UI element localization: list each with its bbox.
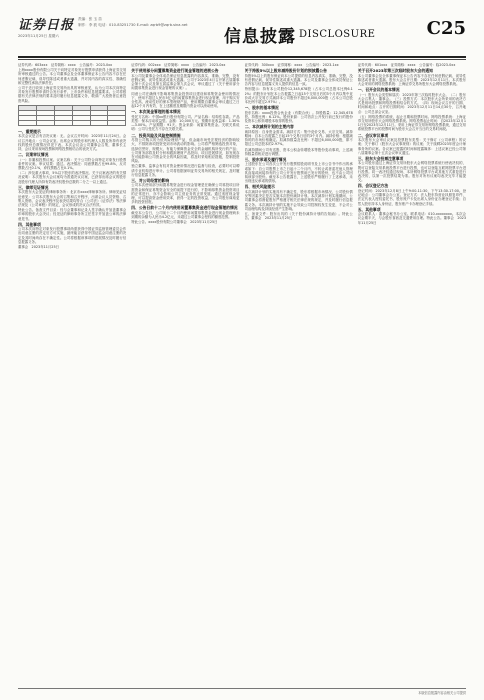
- article-paragraph: 持股5%以上的股东保证向本公司提供的信息内容真实、准确、完整，没有虚假记载、误导性陈述或重大遗漏。本公司及董事会全体成员保证公告内容与信息披露义务人提供的信息一致。: [244, 73, 353, 87]
- article-heading: 四、会议登记方法: [357, 183, 389, 189]
- article-paragraph: 若减持期间公司有送股、资本公积金转增股本等股份变动事项，上述减持数量将相应进行调整。: [244, 147, 353, 156]
- footer-rule: [18, 688, 466, 689]
- section-title: 信息披露: [224, 27, 296, 47]
- table-row: [19, 120, 126, 125]
- article-paragraph: 证券代码：603xxx 证券简称：xxxx 公告编号：2023-0xx: [18, 63, 113, 67]
- article-paragraph: 五、备查文件：股东出具的《关于股份减持计划的告知函》。特此公告。董事会 2023年11月25日: [244, 211, 353, 221]
- article-columns: [18, 63, 466, 683]
- article-paragraph: 董事会 2023年11月25日: [18, 245, 59, 250]
- table-cell: [19, 120, 37, 125]
- column-2: [131, 63, 239, 683]
- data-table: [18, 105, 126, 126]
- article-heading: 四、公告日前十二个月内使用闲置募集资金进行现金管理的情况: [131, 205, 238, 211]
- editor-info: [78, 16, 188, 28]
- article-heading: 关于使用部分闲置募集资金进行现金管理的进展公告: [131, 68, 219, 74]
- article-paragraph: 公司于近日收到上海证券交易所出具的审核意见，认为公司本次向特定对象发行股票申请符合发行条件、上市条件和信息披露要求。公司将根据有关法律法规的要求及时履行信息披露义务，敬请广大投资者注意投资风险。: [18, 86, 127, 103]
- article-paragraph: 登记时间：2023年12月8日上午9:00-11:30，下午13:30-17:00。登记地点：公司董事会办公室。登记方式：法人股东持营业执照复印件、法定代表人授权委托书、股东账户卡及出席人身份证办理登记手续；自然人股东持本人身份证、股东账户卡办理登记手续。: [357, 188, 466, 206]
- article-paragraph: 特别提示：持有本公司股份12,345,678股（占本公司总股本比例6.12%）的股东计划在本公告披露之日起15个交易日后的3个月内以集中竞价或大宗交易方式减持本公司股份不超过6,000,000股（占本公司总股本比例不超过2.97%）。: [244, 87, 353, 104]
- article-paragraph: （一）股东大会类型和届次：2023年第三次临时股东大会。（二）股东大会召集人：董事会。（三）投票方式：本次股东大会所采用的表决方式是现场投票和网络投票相结合的方式。（四）现场会议召开的日期、时间和地点：召开的日期时间：2023年12月11日14点30分，召开地点：公司总部会议室。: [357, 92, 466, 114]
- article-heading: 一、本次现金管理的基本情况: [131, 109, 181, 115]
- editor-line: 责编：张 玉 苗: [78, 17, 102, 21]
- article-heading: 二、议案审议情况: [18, 152, 49, 158]
- article-paragraph: 本次股东大会审议议案及投票股东类型：关于修订《公司章程》的议案；关于修订《股东大会议事规则》的议案；关于续聘2023年度会计师事务所的议案。各议案已披露的时间和披露媒体：上述议案已经公司第八届董事会第十五次会议审议通过。: [357, 138, 466, 155]
- article-heading: 四、相关风险提示: [244, 184, 275, 190]
- section-title-english: DISCLOSURE: [299, 29, 376, 40]
- article-heading: 三、律师见证情况: [18, 184, 49, 190]
- article-paragraph: 特此公告。xxxx股份有限公司董事会 2023年11月25日: [131, 220, 218, 225]
- date-line: 2023年11月25日 星期六: [18, 34, 59, 38]
- article-heading: 三、股东大会投票注意事项: [357, 155, 404, 161]
- article-paragraph: 本公司股东通过上海证券交易所股东大会网络投票系统行使表决权的，既可以登陆交易系统投票平台进行投票，也可以登陆互联网投票平台进行投票。同一表决权通过现场、本所网络投票平台或其他方式重复进行表决的，以第一次投票结果为准。股东对所有议案均表决完毕才能提交。: [357, 161, 466, 183]
- article-paragraph: 会议联系人：董事会秘书办公室。联系电话：010-xxxxxxxx。本次会议会期半天，与会股东食宿及交通费用自理。特此公告。董事会 2023年11月25日: [357, 212, 466, 225]
- newspaper-logo: 证券日报: [18, 18, 75, 33]
- table-cell: [108, 120, 126, 125]
- contact-line: 制作：李 波 电话：010-83251730 E-mail: zqrb9@zqrb.sina.net: [78, 23, 188, 27]
- article-heading: 二、投资风险及风险控制措施: [131, 132, 181, 138]
- article-heading: 三、对公司经营的影响: [131, 177, 170, 183]
- table-cell: [36, 120, 54, 125]
- article-paragraph: 本公司及董事会全体成员保证信息披露的内容真实、准确、完整，没有虚假记载、误导性陈述或重大遗漏。公司于2023年4月召开第五届董事会第十次会议及第五届监事会第九次会议，审议通过了《关于使用部分闲置募集资金进行现金管理的议案》。: [131, 73, 240, 91]
- article-heading: 二、本次减持计划的主要内容: [244, 124, 294, 130]
- article-heading: 五、其他事项: [357, 206, 381, 212]
- article-paragraph: 公司本次向特定对象发行股票事项尚需获得中国证券监督管理委员会作出同意注册的决定后方可实施，最终能否获得中国证监会同意注册的决定及其时间尚存在不确定性。公司将根据该事项的进展情况及时履行信息披露义务。: [18, 227, 127, 244]
- article-paragraph: 尽管公司购买的为低风险理财产品，但金融市场受宏观经济的影响较大，不排除该项投资受到市场波动的影响。公司将严格筛选投资对象，选择信誉好、规模大、有能力保障资金安全的金融机构所发行的产品；公司财务部将及时分析和跟踪理财产品投向、项目进展情况，如发现存在可能影响公司资金安全的风险因素，将及时采取相应措施，控制投资风险。: [131, 138, 240, 164]
- article-paragraph: 特此公告。备查文件目录：经与会董事和记录人签字确认并加盖董事会印章的股东大会决议；经见证的律师事务所主任签字并加盖公章的法律意见书。: [18, 208, 127, 221]
- article-paragraph: 本次会议是否有否决议案：无。会议召开时间：2023年11月24日。会议召开地点：公司会议室。出席会议的股东和代理人人数及所持有表决权的股份总数情况详见下表。本次会议由公司董事会召集，董事长主持，会议采用现场投票和网络投票相结合的表决方式。: [18, 134, 127, 151]
- article-paragraph: 同意公司在确保不影响募集资金投资项目建设和募集资金使用的情况下，使用不超过人民币5亿元的闲置募集资金进行现金管理，用于购买安全性高、流动性好的保本型理财产品，使用期限自董事会审议通过之日起12个月内有效，在上述额度及期限内资金可以滚动使用。: [131, 91, 240, 109]
- table-cell: [90, 120, 108, 125]
- header-rule: [18, 56, 466, 58]
- article-heading: 关于召开2023年第三次临时股东大会的通知: [357, 68, 433, 74]
- article-heading: 四、其他事项: [18, 221, 41, 227]
- article-paragraph: 减持原因：自身资金需求。减持方式：集中竞价交易、大宗交易。减持期间：自本公告披露之日起15个交易日后的3个月内。减持价格：根据减持时的市场价格确定。拟减持数量及比例：不超过6,000,000股，即不超过公司总股本的2.97%。: [244, 129, 353, 147]
- masthead: [18, 14, 466, 54]
- column-3: [245, 63, 353, 683]
- article-paragraph: 截至本公告日，公司前十二个月内使用闲置募集资金进行现金管理尚未到期的余额为人民币4.2亿元，未超过公司董事会授权的额度范围。: [131, 210, 240, 220]
- article-paragraph: 本次股东大会见证的律师事务所：北京市xxxx律师事务所。律师见证结论意见：公司本次股东大会的召集和召开程序、出席会议人员资格、召集人资格、会议表决程序及表决结果均符合《公司法》《证券法》等法律法规及《公司章程》的规定，会议形成的决议合法有效。: [18, 190, 127, 207]
- article-paragraph: （五）网络投票的系统、起止日期和投票时间。网络投票系统：上海证券交易所股东大会网络投票系统。网络投票起止时间：自2023年12月11日至2023年12月11日。采用上海证券交易所网络投票系统，通过交易系统投票平台的投票时间为股东大会召开当日的交易时间段。: [357, 114, 466, 132]
- column-1: [18, 63, 126, 683]
- article-paragraph: 上海xxxx股份有限公司关于向特定对象发行股票申请获得上海证券交易所审核通过的公告。本公司董事会及全体董事保证本公告内容不存在任何虚假记载、误导性陈述或者重大遗漏，并对其内容的真实性、准确性和完整性承担法律责任。: [18, 68, 127, 85]
- article-paragraph: 证券代码：601xxx 证券简称：xxxx 公告编号：临2023-0xx: [357, 63, 456, 67]
- article-paragraph: 独立董事、监事会有权对资金使用情况进行监督与检查，必要时可以聘请专业机构进行审计。公司将依据深圳证券交易所的相关规定，及时履行信息披露义务。: [131, 164, 240, 177]
- article-heading: 一、召开会议的基本情况: [357, 87, 400, 93]
- article-paragraph: 证券代码：002xxx 证券简称：xxxx 公告编号：2023-0xx: [131, 63, 226, 67]
- article-heading: 三、股东承诺及履行情况: [244, 156, 287, 162]
- column-4: [358, 63, 466, 683]
- article-paragraph: 本次减持计划的实施具有不确定性，股东将根据市场情况、公司股价情况等因素决定是否实施本次股份减持计划。本次减持计划实施期间，公司董事会将督促股东严格遵守相关法律法规的规定，并及时履行信息披露义务。本次减持计划的实施不会导致公司控制权发生变更，不会对公司治理结构及持续经营产生影响。: [244, 189, 353, 211]
- header-rule-thin: [18, 59, 466, 60]
- table-cell: [54, 120, 72, 125]
- article-heading: 一、重要提示: [18, 128, 41, 134]
- article-heading: 一、股东的基本情况: [244, 105, 279, 111]
- article-paragraph: （一）非累积投票议案。议案名称：关于公司符合向特定对象发行股票条件的议案。审议结果：通过。表决情况：同意票数占比99.8%，反对票数占比0.1%，弃权票数占比0.1%。: [18, 157, 127, 171]
- article-paragraph: 股东名称：xxxx投资合伙企业（有限合伙）。持股数量：12,345,678股。持股比例：6.12%。股份来源：公司首次公开发行前已发行的股份及资本公积转增股本取得的股份。: [244, 110, 353, 124]
- article-paragraph: 证券代码：300xxx 证券简称：xxxx 公告编号：2023-1xx: [244, 63, 339, 67]
- page-number: C25: [426, 18, 466, 39]
- article-paragraph: 上述股东在公司首次公开发行股票招股说明书及上市公告书中作出的承诺如下：自公司股票上市之日起十二个月内，不转让或者委托他人管理其直接或间接持有的公司公开发行股票前已发行的股份，也不由公司回购该部分股份。截至本公告披露日，上述股东严格履行了上述承诺，未出现违反承诺的情形。: [244, 162, 353, 184]
- footer-note: 本版信息披露内容由相关公司提供: [418, 691, 466, 695]
- article-heading: 二、会议审议事项: [357, 132, 389, 138]
- article-paragraph: 本公司董事会及全体董事保证本公告内容不存在任何虚假记载、误导性陈述或者重大遗漏。股东大会召开日期：2023年12月11日。本次股东大会采用的网络投票系统：上海证券交易所股东大会网络投票系统。: [357, 73, 466, 87]
- article-heading: 关于持股5%以上股东减持股份计划的预披露公告: [244, 68, 327, 74]
- table-cell: [72, 120, 90, 125]
- article-paragraph: 受托方名称：中国xx银行股份有限公司。产品名称：结构性存款。产品类型：保本浮动收益型。金额：10,000万元。预期年化收益率：1.30%—3.00%。产品期限：91天。资金来源：闲置募集资金。关联关系说明：公司与受托方不存在关联关系。: [131, 114, 240, 132]
- article-paragraph: 公司本次使用部分闲置募集资金进行现金管理是在确保公司募投项目所需资金和保证募集资金安全的前提下进行的，不影响募集资金投资项目的正常进行，亦不会影响公司主营业务的正常发展。通过适度现金管理，可以提高资金使用效率，获得一定的投资收益，为公司股东谋取更多的投资回报。: [131, 183, 240, 205]
- article-paragraph: （二）涉及重大事项，5%以下股东的表决情况。关于议案表决的有关情况说明：本次股东大会议案均为普通决议议案，已获得出席会议的股东及股东代理人所持有效表决权股份总数的二分之一以上通过。: [18, 171, 127, 184]
